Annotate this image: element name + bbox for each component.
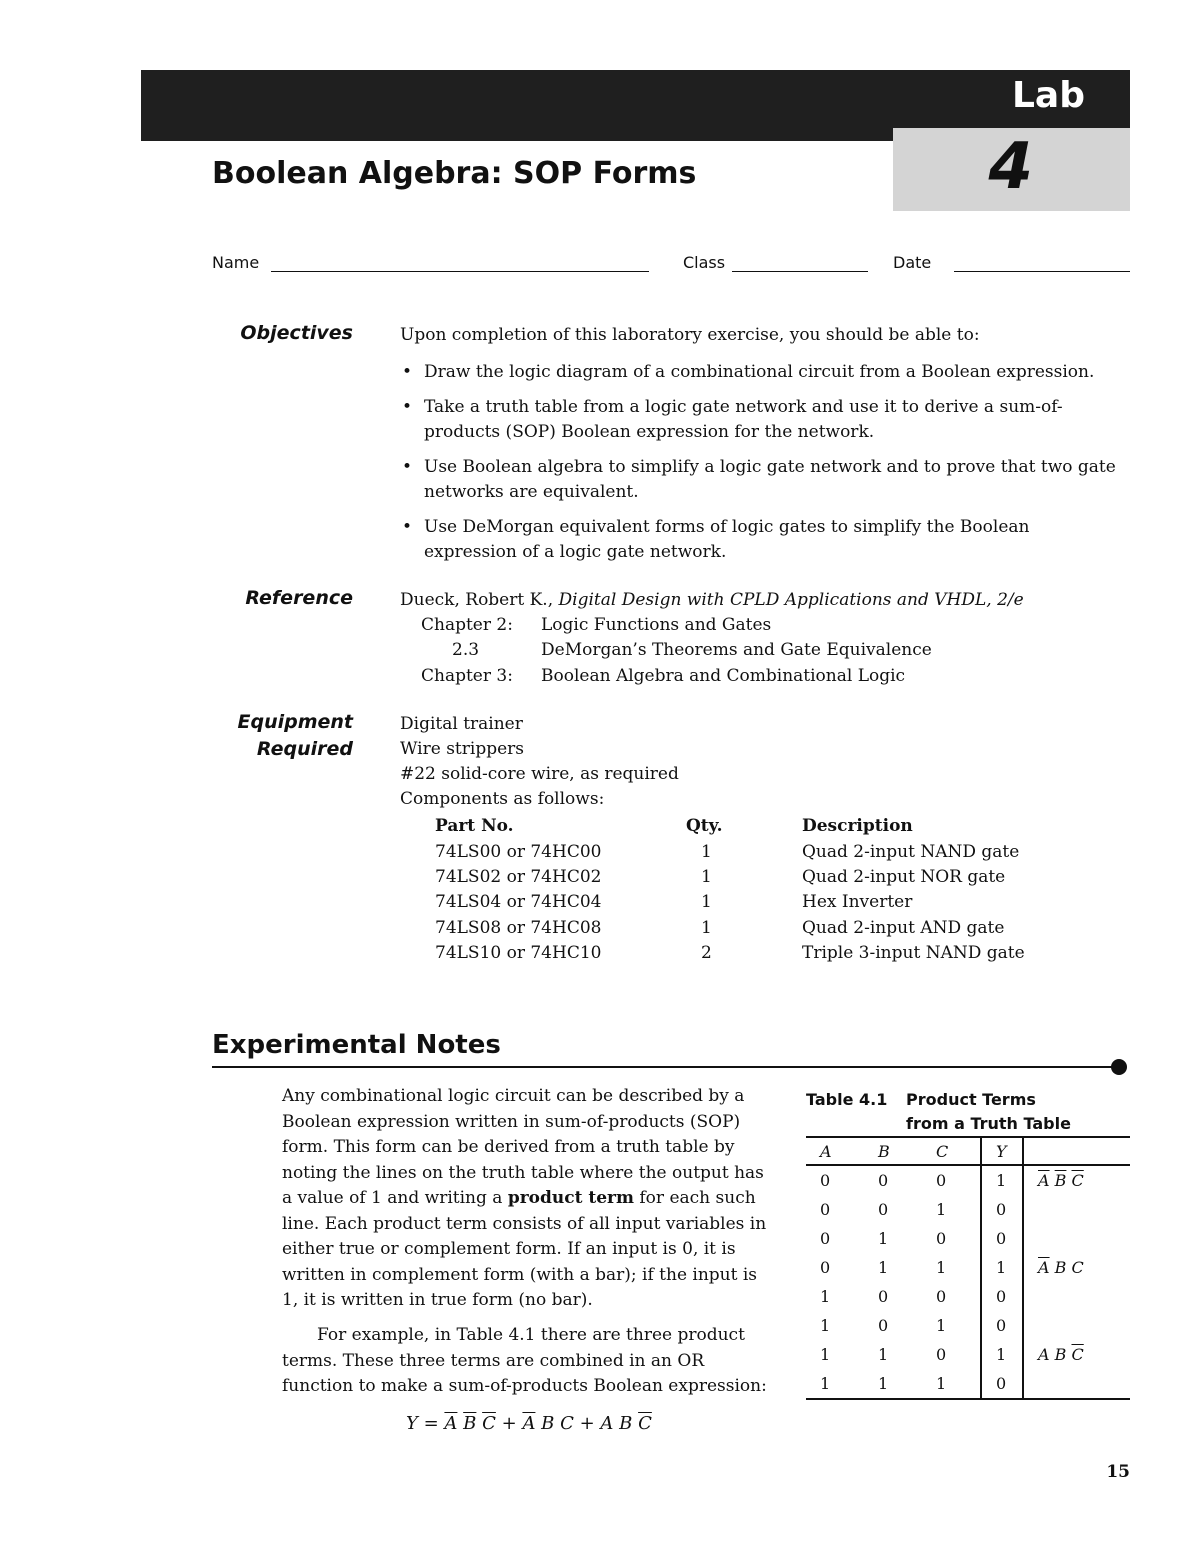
objective-item: • Take a truth table from a logic gate network and use it to derive a sum-of-products (SOP) Boolean expression for the network. xyxy=(400,395,1120,445)
section-title: Experimental Notes xyxy=(212,1030,501,1060)
product-term: A B $\overline{C}$ xyxy=(1023,1340,1130,1369)
product-term-empty xyxy=(1023,1311,1130,1340)
objectives-list xyxy=(400,360,1120,575)
sop-equation: $Y = \overline{A}$ $\overline{B}$ $\overline{C} + \overline{A}$ B C + A B $\overline{C}$ xyxy=(406,1413,652,1434)
cell: 1 xyxy=(820,1287,831,1306)
section-rule xyxy=(212,1066,1120,1068)
table-row xyxy=(806,1282,1130,1311)
date-blank xyxy=(954,271,1130,272)
col-header-c: C xyxy=(922,1137,981,1165)
product-term: $\overline{A}$ B C xyxy=(1023,1253,1130,1282)
product-term-empty xyxy=(1023,1369,1130,1399)
cell: 1 xyxy=(806,1369,864,1399)
reference-heading: Reference xyxy=(245,587,353,609)
page-title: Boolean Algebra: SOP Forms xyxy=(212,156,697,191)
cell: 0 xyxy=(981,1195,1023,1224)
date-label: Date xyxy=(893,253,932,272)
cell: 0 xyxy=(936,1229,947,1248)
part-desc: Quad 2-input NAND gate xyxy=(802,842,1020,862)
reference-section-label: 2.3 xyxy=(452,640,480,660)
cell: 1 xyxy=(922,1369,981,1399)
part-number: 74LS02 or 74HC02 xyxy=(435,867,602,887)
table-row xyxy=(806,1311,1130,1340)
equipment-heading xyxy=(150,709,353,763)
part-number: 74LS10 or 74HC10 xyxy=(435,943,602,963)
section-rule-dot xyxy=(1111,1059,1127,1075)
cell: 1 xyxy=(936,1200,947,1219)
product-term-empty xyxy=(1023,1224,1130,1253)
equipment-heading-line2: Required xyxy=(256,738,353,760)
part-number: 74LS00 or 74HC00 xyxy=(435,842,602,862)
objective-item: • Draw the logic diagram of a combinational circuit from a Boolean expression. xyxy=(400,360,1120,385)
cell: 0 xyxy=(878,1287,889,1306)
reference-chapter-label: Chapter 2: xyxy=(421,615,513,635)
equation-lhs: Y = xyxy=(406,1413,445,1434)
lab-label: Lab xyxy=(1011,75,1085,116)
reference-chapter-text: Boolean Algebra and Combinational Logic xyxy=(541,666,906,686)
product-term: $\overline{A}$ $\overline{B}$ $\overline{C}$ xyxy=(1023,1165,1130,1195)
part-desc: Hex Inverter xyxy=(802,892,913,912)
cell: 1 xyxy=(864,1369,922,1399)
col-header-term xyxy=(1023,1137,1130,1165)
cell: 0 xyxy=(820,1200,831,1219)
cell: 0 xyxy=(936,1345,947,1364)
equipment-item: Components as follows: xyxy=(400,789,605,809)
cell: 0 xyxy=(981,1282,1023,1311)
para1-text-after: for each such line. Each product term consists of all input variables in either true or complement form. If an input is 0, it is written in complement form (with a bar); if the input is 1, it is written in true form (no bar). xyxy=(282,1188,767,1310)
reference-chapter-label: Chapter 3: xyxy=(421,666,513,686)
equipment-item: Wire strippers xyxy=(400,739,524,759)
para1-bold: product term xyxy=(507,1188,634,1208)
cell: 1 xyxy=(878,1229,889,1248)
parts-header-desc: Description xyxy=(802,816,913,836)
table-row xyxy=(806,1340,1130,1369)
table-caption xyxy=(806,1088,1071,1136)
table-row xyxy=(806,1224,1130,1253)
name-blank xyxy=(271,271,649,272)
table-caption-label: Table 4.1 xyxy=(806,1090,888,1109)
cell: 1 xyxy=(981,1253,1023,1282)
table-row xyxy=(806,1253,1130,1282)
cell: 0 xyxy=(878,1316,889,1335)
part-qty: 1 xyxy=(701,918,712,938)
cell: 1 xyxy=(936,1258,947,1277)
objective-item: • Use DeMorgan equivalent forms of logic gates to simplify the Boolean expression of a logic gate network. xyxy=(400,515,1120,565)
truth-table xyxy=(806,1136,1130,1400)
table-row xyxy=(806,1369,1130,1399)
col-header-b: B xyxy=(864,1137,922,1165)
cell: 0 xyxy=(820,1171,831,1190)
part-qty: 1 xyxy=(701,842,712,862)
part-desc: Quad 2-input AND gate xyxy=(802,918,1005,938)
class-label: Class xyxy=(683,253,726,272)
table-caption-line1: Product Terms xyxy=(906,1090,1036,1109)
part-number: 74LS04 or 74HC04 xyxy=(435,892,602,912)
page-number: 15 xyxy=(1106,1462,1130,1482)
parts-header-part: Part No. xyxy=(435,816,514,836)
experimental-paragraph-2: For example, in Table 4.1 there are three product terms. These three terms are combined in an OR function to make a sum-of-products Boolean expression: xyxy=(282,1325,767,1396)
cell: 1 xyxy=(820,1316,831,1335)
equipment-heading-line1: Equipment xyxy=(237,711,353,733)
col-header-a: A xyxy=(806,1137,864,1165)
cell: 1 xyxy=(820,1345,831,1364)
cell: 0 xyxy=(820,1229,831,1248)
table-caption-line2: from a Truth Table xyxy=(906,1114,1071,1133)
cell: 0 xyxy=(878,1171,889,1190)
cell: 0 xyxy=(820,1258,831,1277)
reference-book: Digital Design with CPLD Applications and VHDL, 2/e xyxy=(558,590,1024,610)
cell: 0 xyxy=(878,1200,889,1219)
objectives-heading: Objectives xyxy=(240,322,353,344)
cell: 0 xyxy=(981,1311,1023,1340)
part-desc: Quad 2-input NOR gate xyxy=(802,867,1006,887)
equipment-item: Digital trainer xyxy=(400,714,523,734)
lab-number: 4 xyxy=(988,130,1033,204)
class-blank xyxy=(732,271,868,272)
part-number: 74LS08 or 74HC08 xyxy=(435,918,602,938)
reference-section-text: DeMorgan’s Theorems and Gate Equivalence xyxy=(541,640,932,660)
cell: 0 xyxy=(936,1171,947,1190)
experimental-paragraph-1 xyxy=(282,1084,777,1314)
parts-header-qty: Qty. xyxy=(686,816,723,836)
cell: 0 xyxy=(981,1369,1023,1399)
cell: 1 xyxy=(936,1316,947,1335)
cell: 1 xyxy=(878,1258,889,1277)
part-qty: 1 xyxy=(701,867,712,887)
cell: 0 xyxy=(936,1287,947,1306)
reference-chapter-text: Logic Functions and Gates xyxy=(541,615,772,635)
table-row xyxy=(806,1165,1130,1195)
objectives-intro: Upon completion of this laboratory exercise, you should be able to: xyxy=(400,325,980,345)
part-qty: 2 xyxy=(701,943,712,963)
reference-citation xyxy=(400,588,1120,613)
product-term-empty xyxy=(1023,1195,1130,1224)
name-label: Name xyxy=(212,253,260,272)
part-desc: Triple 3-input NAND gate xyxy=(802,943,1025,963)
product-term-empty xyxy=(1023,1282,1130,1311)
part-qty: 1 xyxy=(701,892,712,912)
col-header-y: Y xyxy=(981,1137,1023,1165)
cell: 1 xyxy=(981,1340,1023,1369)
equipment-list xyxy=(400,712,679,812)
para1-text: Any combinational logic circuit can be described by a Boolean expression written in sum-of-products (SOP) form. This form can be derived from a truth table by noting the lines on the truth table where the output has a value of 1 and writing a xyxy=(282,1086,764,1208)
cell: 1 xyxy=(878,1345,889,1364)
cell: 1 xyxy=(981,1165,1023,1195)
table-header-row xyxy=(806,1137,1130,1165)
reference-author: Dueck, Robert K., xyxy=(400,590,559,610)
table-row xyxy=(806,1195,1130,1224)
objective-item: • Use Boolean algebra to simplify a logic gate network and to prove that two gate networks are equivalent. xyxy=(400,455,1120,505)
cell: 0 xyxy=(981,1224,1023,1253)
equipment-item: #22 solid-core wire, as required xyxy=(400,764,679,784)
